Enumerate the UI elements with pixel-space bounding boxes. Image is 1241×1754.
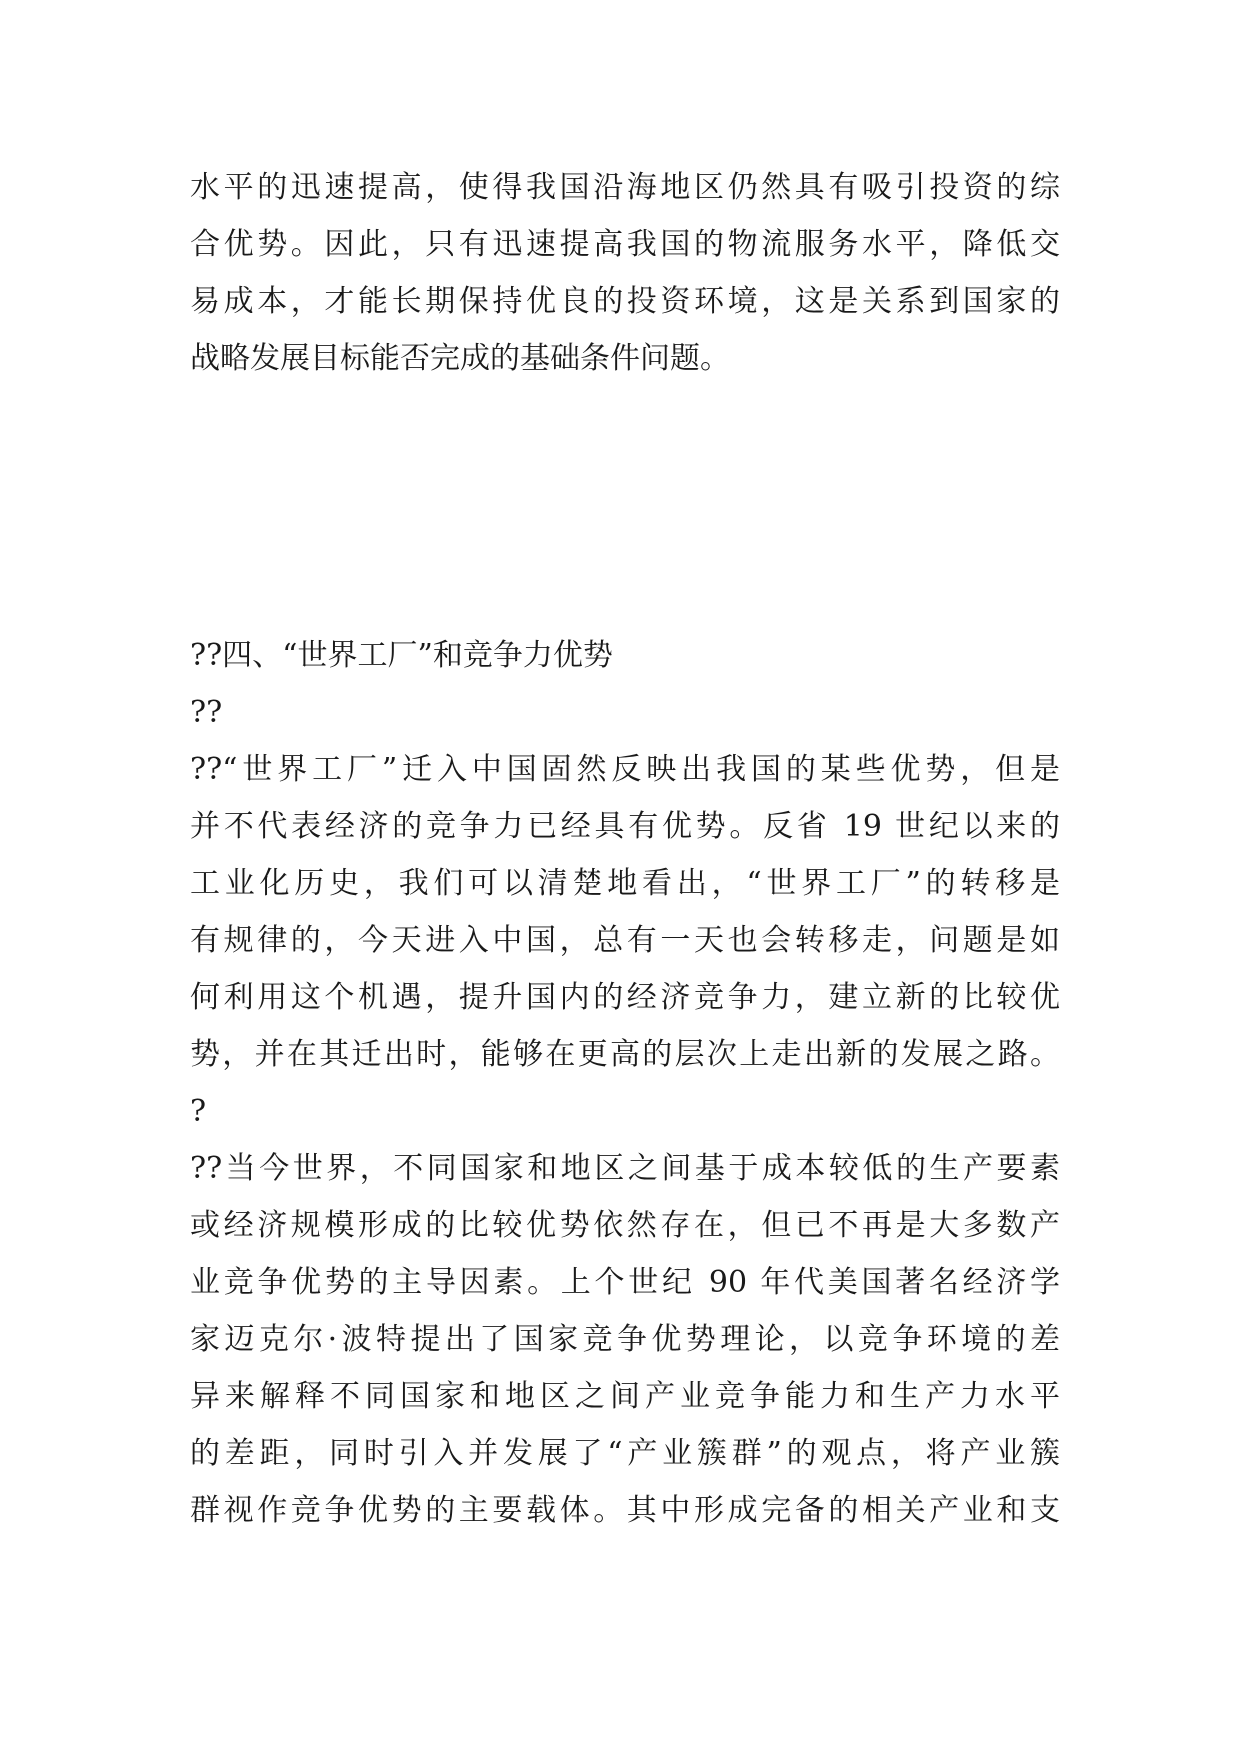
section-heading: ??四、“世界工厂”和竞争力优势 [190, 638, 613, 673]
paragraph-line: 群视作竞争优势的主要载体。其中形成完备的相关产业和支 [190, 1493, 1060, 1528]
paragraph-line: 家迈克尔·波特提出了国家竞争优势理论，以竞争环境的差 [190, 1322, 1060, 1357]
paragraph-line: 工业化历史，我们可以清楚地看出，“世界工厂”的转移是 [190, 866, 1060, 901]
paragraph-line: 水平的迅速提高，使得我国沿海地区仍然具有吸引投资的综 [190, 170, 1060, 205]
blank-marker: ?? [190, 695, 223, 730]
paragraph-line: 并不代表经济的竞争力已经具有优势。反省 19 世纪以来的 [190, 809, 1060, 844]
paragraph-line: 或经济规模形成的比较优势依然存在，但已不再是大多数产 [190, 1208, 1060, 1243]
paragraph-line: 易成本，才能长期保持优良的投资环境，这是关系到国家的 [190, 284, 1060, 319]
paragraph-line: 战略发展目标能否完成的基础条件问题。 [190, 341, 730, 376]
paragraph-line: 的差距，同时引入并发展了“产业簇群”的观点，将产业簇 [190, 1436, 1060, 1471]
paragraph-line: 有规律的，今天进入中国，总有一天也会转移走，问题是如 [190, 923, 1060, 958]
paragraph-line: 业竞争优势的主导因素。上个世纪 90 年代美国著名经济学 [190, 1265, 1060, 1300]
section-body [190, 627, 1060, 1539]
paragraph-line: 势，并在其迁出时，能够在更高的层次上走出新的发展之路。 [190, 1037, 1060, 1072]
paragraph-line: 异来解释不同国家和地区之间产业竞争能力和生产力水平 [190, 1379, 1060, 1414]
paragraph-line: ??“世界工厂”迁入中国固然反映出我国的某些优势，但是 [190, 752, 1060, 787]
paragraph-line: ??当今世界，不同国家和地区之间基于成本较低的生产要素 [190, 1151, 1060, 1186]
single-marker: ? [190, 1094, 207, 1129]
top-paragraph [190, 159, 1060, 387]
paragraph-line: 合优势。因此，只有迅速提高我国的物流服务水平，降低交 [190, 227, 1060, 262]
paragraph-line: 何利用这个机遇，提升国内的经济竞争力，建立新的比较优 [190, 980, 1060, 1015]
